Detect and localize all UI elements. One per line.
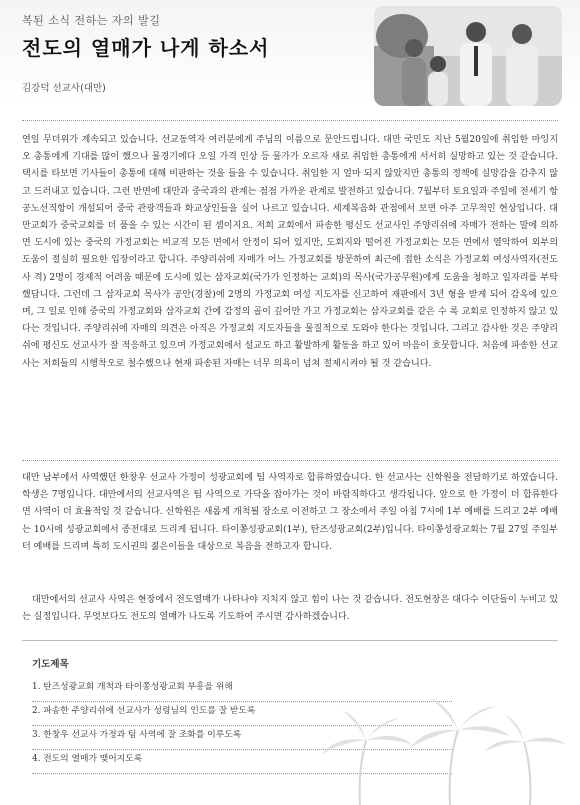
article-title: 전도의 열매가 나게 하소서 bbox=[22, 36, 270, 60]
author-byline: 김강덕 선교사(대만) bbox=[22, 83, 106, 94]
body-paragraph-2: 대만 남부에서 사역했던 한창우 선교사 가정이 성광교회에 팀 사역자로 합류하였습니다. 한 선교사는 신학원을 전담하기로 하였습니다. 학생은 7명입니다. 대만에서의 선교사역은 팀 사역으로 가닥을 잡아가는 것이 바람직하다고 생각됩니다. 앞으로 한 가정이 더 합류한다면 사역이 더 효율적일 것 같습니다. 신학원은 새롭게 개척될 장소로 이전하고 그 장소에서 주일 아침 7시에 1부 예배를 드리고 2부 예배는 10시에 성광교회에서 종전대로 드리게 됩니다. 타이쫑성광교회(1부), 탄즈성광교회(2부)입니다. 타이쫑성광교회는 7월 27일 주일부터 예배를 드리며 특히 도시권의 젊은이들을 대상으로 복음을 전하고자 합니다. bbox=[22, 473, 558, 552]
divider-line bbox=[22, 640, 558, 641]
section-subtitle: 복된 소식 전하는 자의 발길 bbox=[22, 14, 161, 27]
prayer-item: 3. 한창우 선교사 가정과 팀 사역에 잘 조화를 이루도록 bbox=[32, 726, 452, 750]
body-paragraph-3: 대만에서의 선교사 사역은 현장에서 전도열매가 나타나야 지치지 않고 힘이 나는 것 같습니다. 전도현장은 대다수 이단들이 누비고 있는 실정입니다. 무엇보다도 전도의 열매가 나도록 기도하여 주시면 감사하겠습니다. bbox=[22, 595, 558, 623]
family-photo-illustration bbox=[374, 6, 562, 106]
family-photo bbox=[374, 6, 562, 106]
divider-line bbox=[22, 460, 558, 461]
prayer-item: 2. 파송한 주양리쉬에 선교사가 성령님의 인도를 잘 받도록 bbox=[32, 702, 452, 726]
prayer-item: 4. 전도의 열매가 맺어지도록 bbox=[32, 750, 452, 774]
divider-line bbox=[22, 120, 558, 121]
prayer-heading: 기도제목 bbox=[32, 659, 69, 670]
prayer-item: 1. 탄즈성광교회 개척과 타이쫑성광교회 부흥을 위해 bbox=[32, 678, 452, 702]
palm-trees-watermark bbox=[300, 690, 580, 805]
body-paragraph-1: 연일 무더위가 계속되고 있습니다. 선교동역자 여러분에게 주님의 이름으로 문안드립니다. 대만 국민도 지난 5월20일에 취임한 마잉지오 총통에게 기대를 많이 했으나 물경기에다 오일 가격 인상 등 물가가 오르자 새로 취임한 총통에게 서서히 실망하고 있는 것 같습니다. 택시를 타보면 기사들이 총통에 대해 비판하는 것을 들을 수 있습니다. 취임한 지 얼마 되지 않았지만 총통의 정책에 실망감을 감추지 않고 드러내고 있습니다. 그런 반면에 대만과 중국과의 관계는 점점 가까운 관계로 발전하고 있습니다. 7월부터 토요일과 주일에 전세기 항공노선직항이 개설되어 중국 관광객들과 화교상인들을 실어 나르고 있습니다. 세계복음화 관점에서 보면 아주 고무적인 현상입니다. 대만교회가 중국교회를 더 품을 수 있는 시간이 된 셈이지요. 저희 교회에서 파송한 평신도 선교사인 주양리쉬에 자매가 전하는 말에 의하면 도시에 있는 중국의 가정교회는 비교적 모든 면에서 안정이 되어 있지만, 도회지와 떨어진 가정교회는 모든 면에서 열악하여 외부의 도움이 절실히 필요한 입장이라고 합니다. 주양리쉬에 자매가 어느 가정교회를 방문하여 최근에 접한 소식은 가정교회 여성사역자(전도사 격) 2명이 경제적 어려움 때문에 도시에 있는 삼자교회(국가가 인정하는 교회)의 목사(국가공무원)에게 도움을 청하고 일자리를 부탁했답니다. 그런데 그 삼자교회 목사가 공안(경찰)에 2명의 가정교회 여성 지도자를 신고하여 재판에서 3년 형을 받게 되어 감옥에 있으며, 그 일로 인해 중국의 가정교회와 삼자교회 간에 감정의 골이 깊어만 가고 가정교회는 삼자교회를 같은 수 록 교회로 인정하지 않고 있다는 것입니다. 주양리쉬에 자매의 의견은 아직은 가정교회 지도자들을 물질적으로 도와야 한다는 것입니다. 그리고 감사한 것은 주양리쉬에 평신도 선교사가 잘 적응하고 있으며 가정교회에서 설교도 하고 활발하게 활동을 하고 있어 마음이 흐뭇합니다. 처음에 파송한 선교사는 저희들의 시행착오로 철수했으나 현재 파송된 자매는 너무 의욕이 넘쳐 절제시켜야 될 것 같습니다. bbox=[22, 135, 558, 369]
